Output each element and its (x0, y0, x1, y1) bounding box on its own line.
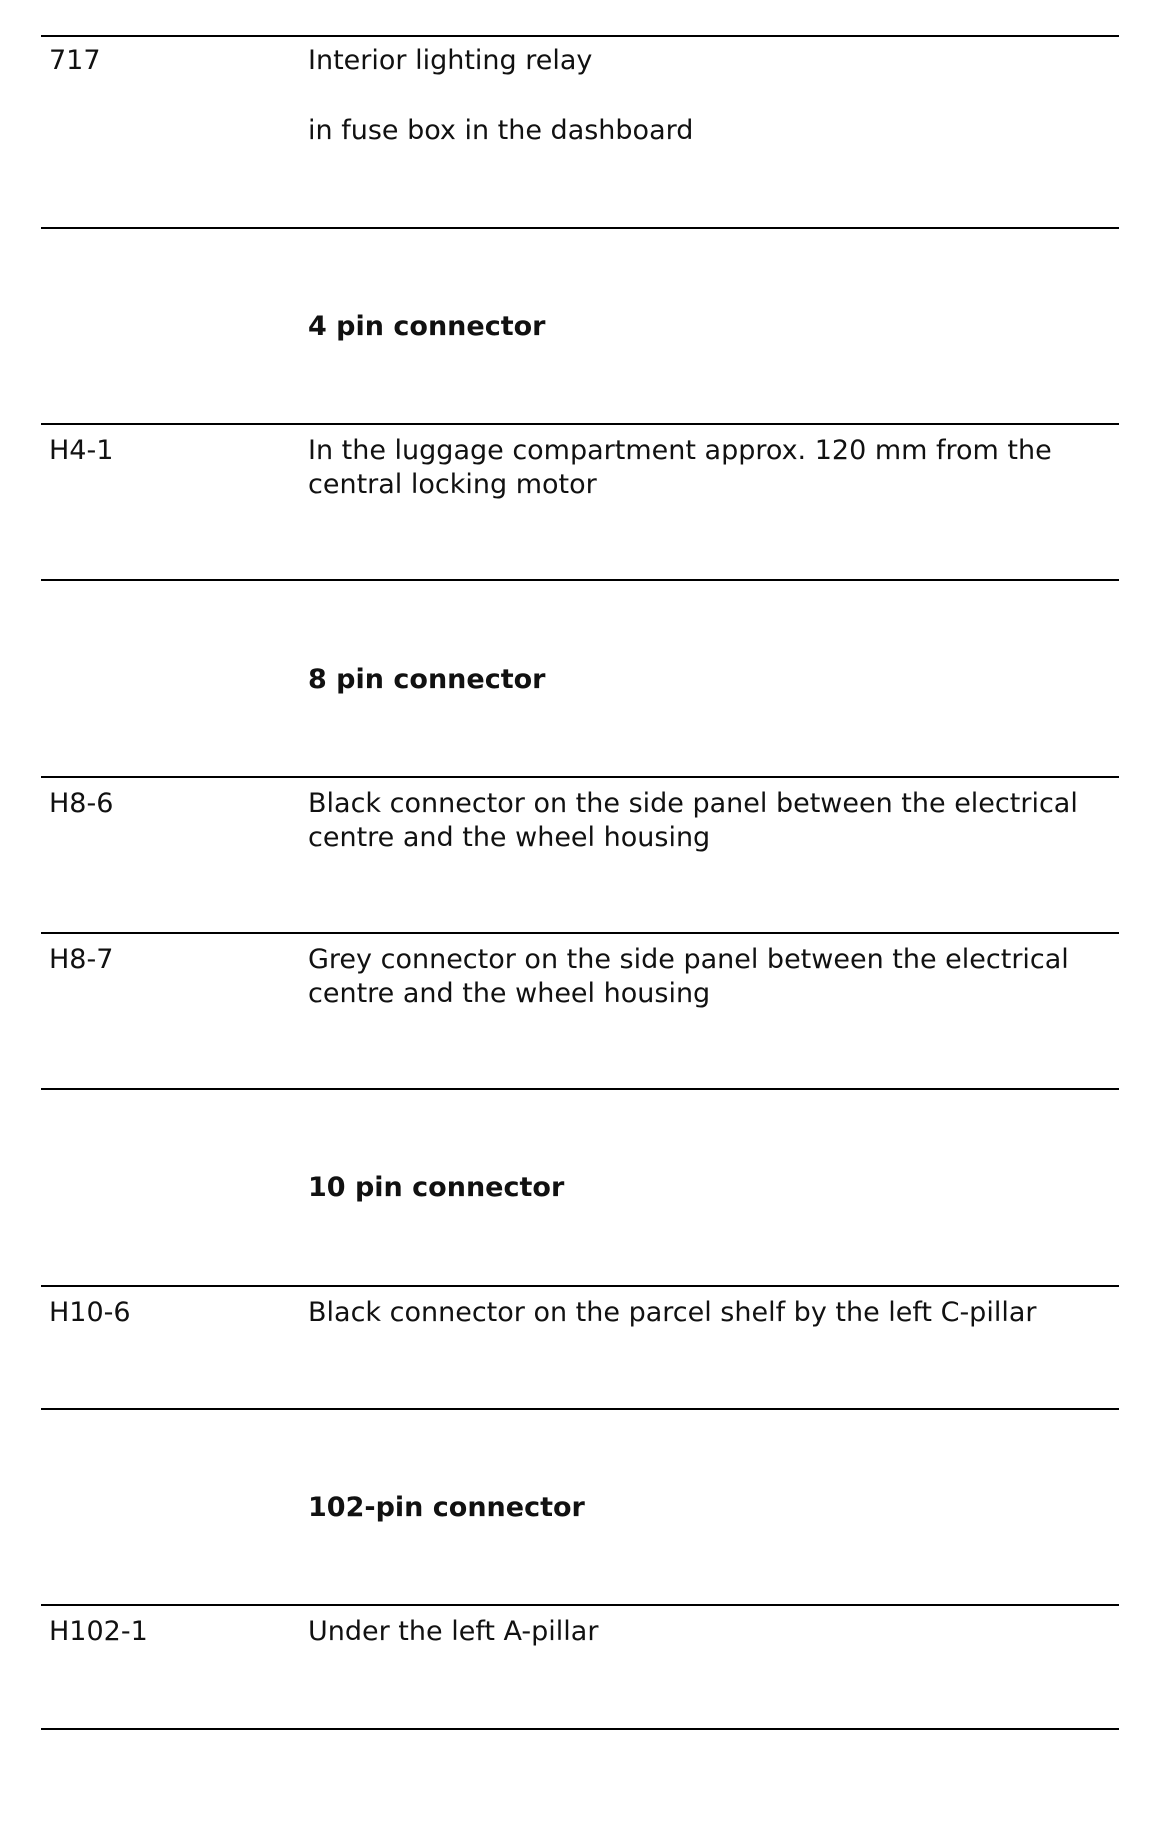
row-description: Interior lighting relay (308, 45, 593, 76)
row-code: H102-1 (49, 1616, 148, 1647)
row-description: Black connector on the side panel between the electrical centre and the wheel housing (308, 788, 1078, 853)
row-divider (41, 579, 1119, 581)
row-divider (41, 1604, 1119, 1606)
row-description: Black connector on the parcel shelf by the left C-pillar (308, 1297, 1037, 1328)
row-divider (41, 35, 1119, 37)
section-heading: 10 pin connector (308, 1172, 565, 1203)
row-divider (41, 1285, 1119, 1287)
row-code: H8-6 (49, 788, 114, 819)
section-heading: 8 pin connector (308, 664, 546, 695)
row-description: Grey connector on the side panel between the electrical centre and the wheel housing (308, 944, 1069, 1009)
row-divider (41, 227, 1119, 229)
row-description: In the luggage compartment approx. 120 mm from the central locking motor (308, 435, 1052, 500)
row-location-note: in fuse box in the dashboard (308, 115, 694, 146)
row-code: H10-6 (49, 1297, 131, 1328)
row-divider (41, 423, 1119, 425)
row-divider (41, 932, 1119, 934)
row-code: H4-1 (49, 435, 114, 466)
row-code: H8-7 (49, 944, 114, 975)
row-divider (41, 1408, 1119, 1410)
row-divider (41, 1728, 1119, 1730)
section-heading: 4 pin connector (308, 311, 546, 342)
section-heading: 102-pin connector (308, 1492, 585, 1523)
row-divider (41, 1088, 1119, 1090)
row-description: Under the left A-pillar (308, 1616, 599, 1647)
row-divider (41, 776, 1119, 778)
row-code: 717 (49, 45, 101, 76)
